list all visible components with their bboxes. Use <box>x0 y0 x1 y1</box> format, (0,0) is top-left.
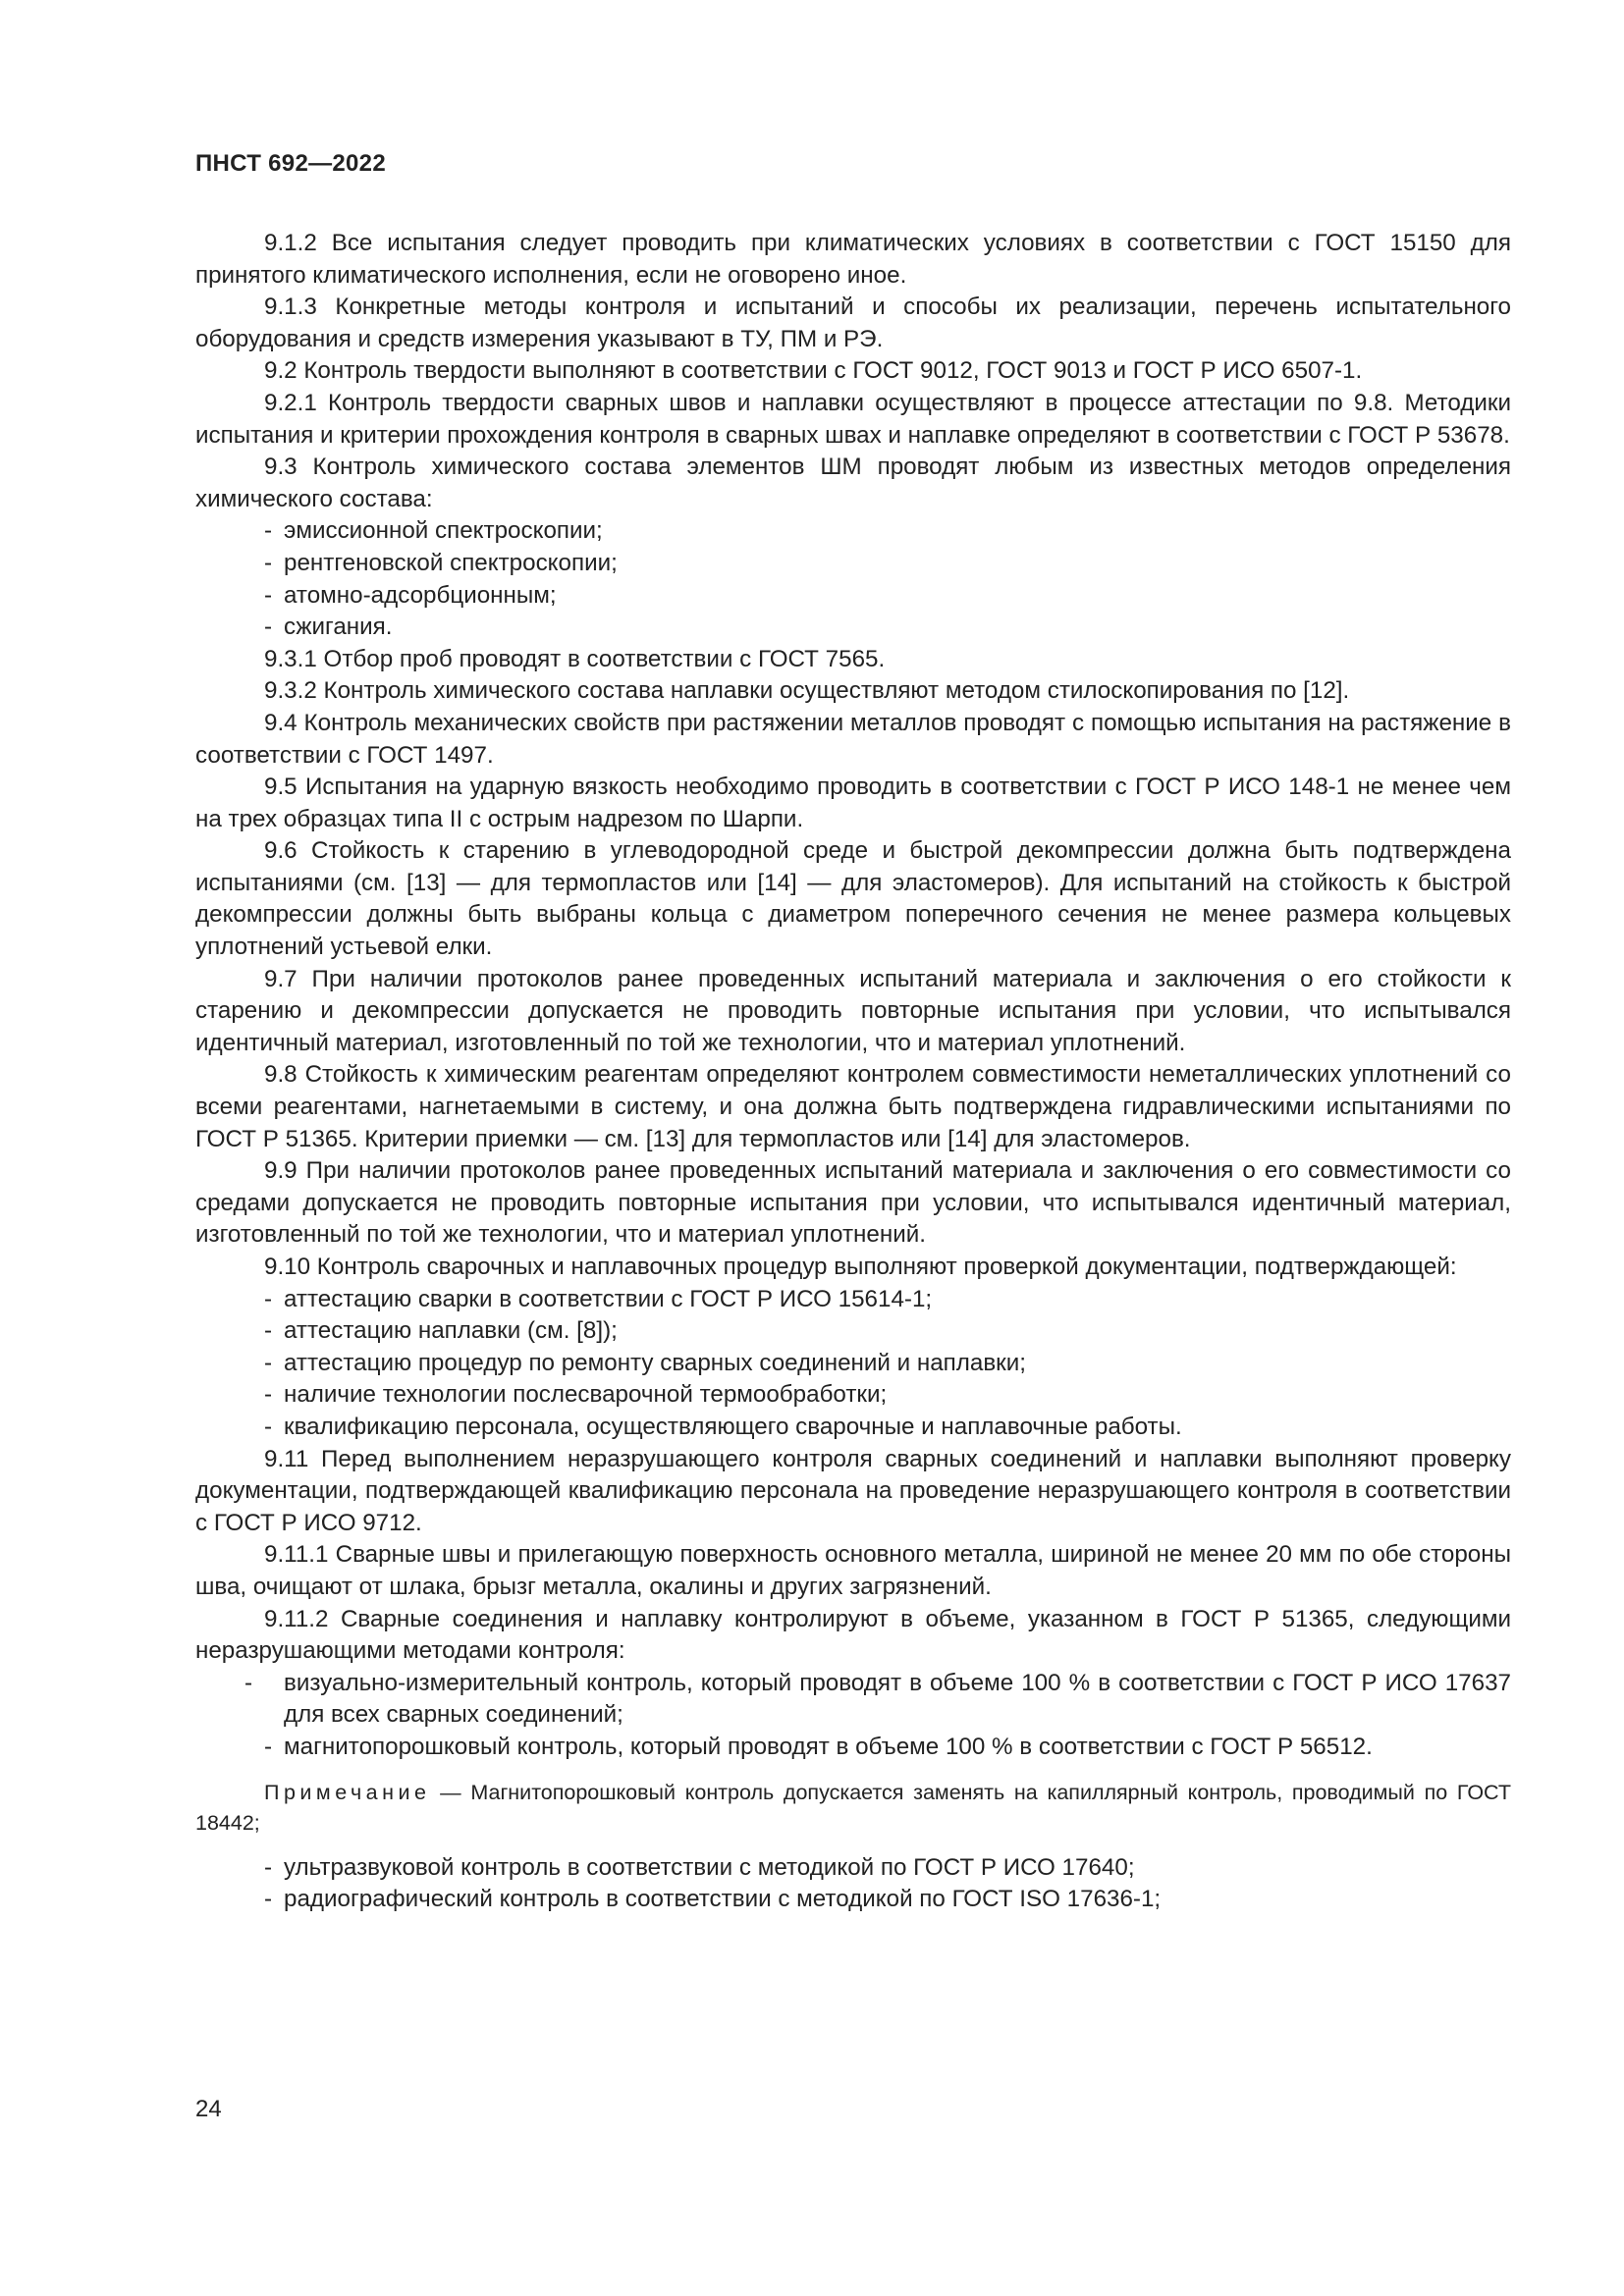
list-item: - аттестацию сварки в соответствии с ГОСТ Р ИСО 15614-1; <box>264 1285 933 1312</box>
list-9-10 <box>195 1284 1511 1444</box>
paragraph-9-2-1: 9.2.1 Контроль твердости сварных швов и наплавки осуществляют в процессе аттестации по 9.8. Методики испытания и критерии прохождения контроля в сварных швах и наплавке определяют в соответствии с ГОСТ Р 53678. <box>195 389 1511 449</box>
paragraph-9-11: 9.11 Перед выполнением неразрушающего контроля сварных соединений и наплавки выполняют проверку документации, подтверждающей квалификацию персонала на проведение неразрушающего контроля в соответствии с ГОСТ Р ИСО 9712. <box>195 1445 1511 1536</box>
document-body <box>195 228 1511 1916</box>
list-item: - наличие технологии послесварочной термообработки; <box>264 1381 888 1409</box>
list-9-3 <box>195 515 1511 643</box>
paragraph-9-3: 9.3 Контроль химического состава элементов ШМ проводят любым из известных методов определения химического состава: <box>195 454 1511 512</box>
paragraph-9-7: 9.7 При наличии протоколов ранее проведенных испытаний материала и заключения о его стойкости к старению и декомпрессии допускается не проводить повторные испытания при условии, что испытывался идентичный материал, изготовленный по той же технологии, что и материал уплотнений. <box>195 965 1511 1056</box>
note-text: — Магнитопорошковый контроль допускается заменять на капиллярный контроль, проводимый по ГОСТ 18442; <box>195 1780 1511 1835</box>
paragraph-9-9: 9.9 При наличии протоколов ранее проведенных испытаний материала и заключения о его совместимости со средами допускается не проводить повторные испытания при условии, что испытывался идентичный материал, изготовленный по той же технологии, что и материал уплотнений. <box>195 1157 1511 1249</box>
page-number: 24 <box>195 2096 222 2122</box>
list-item: - рентгеновской спектроскопии; <box>264 549 618 576</box>
note <box>195 1778 1511 1839</box>
paragraph-9-11-2: 9.11.2 Сварные соединения и наплавку контролируют в объеме, указанном в ГОСТ Р 51365, следующими неразрушающими методами контроля: <box>195 1605 1511 1665</box>
paragraph-9-3-1: 9.3.1 Отбор проб проводят в соответствии с ГОСТ 7565. <box>264 645 886 672</box>
list-item: - эмиссионной спектроскопии; <box>264 517 603 545</box>
paragraph-9-8: 9.8 Стойкость к химическим реагентам определяют контролем совместимости неметаллических уплотнений со всеми реагентами, нагнетаемыми в систему, и она должна быть подтверждена гидравлическими испытаниями по ГОСТ Р 51365. Критерии приемки — см. [13] для термопластов или [14] для эластомеров. <box>195 1061 1511 1152</box>
list-item: - ультразвуковой контроль в соответствии с методикой по ГОСТ Р ИСО 17640; <box>264 1853 1135 1881</box>
paragraph-9-4: 9.4 Контроль механических свойств при растяжении металлов проводят с помощью испытания на растяжение в соответствии с ГОСТ 1497. <box>195 709 1511 769</box>
list-item: - визуально-измерительный контроль, который проводят в объеме 100 % в соответствии с ГОСТ Р ИСО 17637 для всех сварных соединений; <box>244 1669 1511 1729</box>
paragraph-9-3-2: 9.3.2 Контроль химического состава наплавки осуществляют методом стилоскопирования по [12]. <box>264 677 1350 705</box>
list-item: - аттестацию наплавки (см. [8]); <box>264 1317 618 1345</box>
paragraph-9-2: 9.2 Контроль твердости выполняют в соответствии с ГОСТ 9012, ГОСТ 9013 и ГОСТ Р ИСО 6507-1. <box>264 357 1363 385</box>
paragraph-9-5: 9.5 Испытания на ударную вязкость необходимо проводить в соответствии с ГОСТ Р ИСО 148-1 не менее чем на трех образцах типа II с острым надрезом по Шарпи. <box>195 774 1511 832</box>
list-item: - атомно-адсорбционным; <box>264 581 557 609</box>
paragraph-9-1-3: 9.1.3 Конкретные методы контроля и испытаний и способы их реализации, перечень испытательного оборудования и средств измерения указывают в ТУ, ПМ и РЭ. <box>195 294 1511 352</box>
list-item: - сжигания. <box>264 614 393 641</box>
page-header-doc-id: ПНСТ 692—2022 <box>195 150 386 177</box>
list-9-11-2-a <box>195 1668 1511 1764</box>
paragraph-9-6: 9.6 Стойкость к старению в углеводородной среде и быстрой декомпрессии должна быть подтверждена испытаниями (см. [13] — для термопластов или [14] — для эластомеров). Для испытаний на стойкость к быстрой декомпрессии должны быть выбраны кольца с диаметром поперечного сечения не менее размера кольцевых уплотнений устьевой елки. <box>195 837 1511 961</box>
paragraph-9-10: 9.10 Контроль сварочных и наплавочных процедур выполняют проверкой документации, подтверждающей: <box>264 1254 1457 1280</box>
paragraph-9-11-1: 9.11.1 Сварные швы и прилегающую поверхность основного металла, шириной не менее 20 мм по обе стороны шва, очищают от шлака, брызг металла, окалины и других загрязнений. <box>195 1541 1511 1600</box>
paragraph-9-1-2: 9.1.2 Все испытания следует проводить при климатических условиях в соответствии с ГОСТ 15150 для принятого климатического исполнения, если не оговорено иное. <box>195 230 1511 289</box>
list-item: - радиографический контроль в соответствии с методикой по ГОСТ ISO 17636-1; <box>264 1886 1162 1913</box>
list-item: - аттестацию процедур по ремонту сварных соединений и наплавки; <box>264 1349 1026 1376</box>
list-9-11-2-b <box>195 1852 1511 1916</box>
note-label: Примечание <box>264 1780 431 1804</box>
list-item: - магнитопорошковый контроль, который проводят в объеме 100 % в соответствии с ГОСТ Р 56512. <box>264 1733 1373 1760</box>
list-item: - квалификацию персонала, осуществляющего сварочные и наплавочные работы. <box>264 1413 1182 1440</box>
